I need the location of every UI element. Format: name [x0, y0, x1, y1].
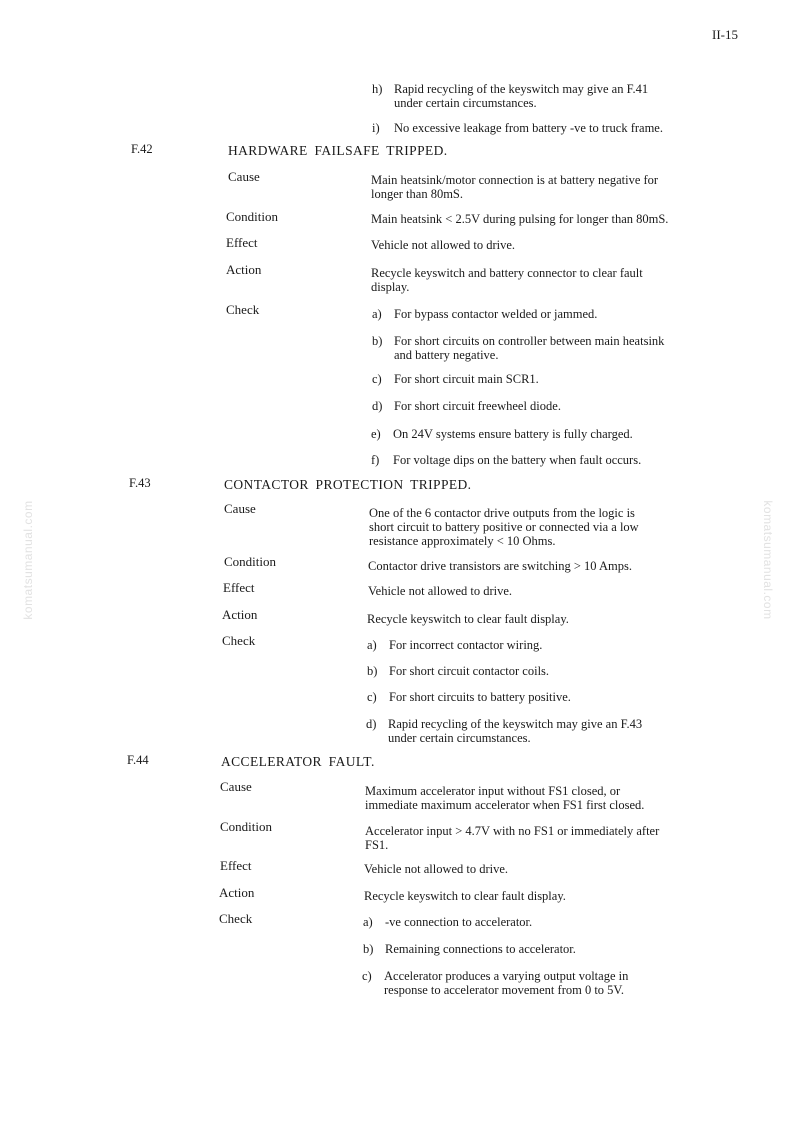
action-text: Recycle keyswitch to clear fault display.: [367, 612, 569, 626]
text-line: One of the 6 contactor drive outputs from the logic is: [369, 506, 635, 520]
action-label: Action: [222, 607, 258, 622]
item-text-line: For short circuit contactor coils.: [389, 664, 550, 678]
check-item: [372, 399, 561, 413]
check-item: [372, 334, 664, 362]
check-item: [366, 717, 642, 745]
watermark-left: komatsumanual.com: [21, 500, 35, 620]
check-item: [371, 453, 641, 467]
text-line: resistance approximately < 10 Ohms.: [369, 534, 556, 548]
item-text-line: and battery negative.: [394, 348, 499, 362]
cause-label: Cause: [224, 501, 256, 516]
item-text-line: Rapid recycling of the keyswitch may give an F.41: [394, 82, 649, 96]
check-label: Check: [219, 911, 253, 926]
item-text-line: Remaining connections to accelerator.: [385, 942, 576, 956]
text-line: Accelerator input > 4.7V with no FS1 or immediately after: [365, 824, 660, 838]
text-line: Maximum accelerator input without FS1 closed, or: [365, 784, 621, 798]
check-item: [367, 690, 571, 704]
item-letter: a): [367, 638, 377, 652]
item-letter: c): [372, 372, 382, 386]
condition-text: Main heatsink < 2.5V during pulsing for longer than 80mS.: [371, 212, 669, 226]
text-line: Recycle keyswitch and battery connector to clear fault: [371, 266, 643, 280]
check-label: Check: [226, 302, 260, 317]
check-item: [372, 372, 539, 386]
item-text-line: Rapid recycling of the keyswitch may give an F.43: [388, 717, 643, 731]
item-letter: c): [362, 969, 372, 983]
item-letter: a): [372, 307, 382, 321]
cause-text: [371, 173, 658, 201]
item-text-line: On 24V systems ensure battery is fully charged.: [393, 427, 633, 441]
item-letter: i): [372, 121, 380, 135]
item-text-line: -ve connection to accelerator.: [385, 915, 533, 929]
text-line: immediate maximum accelerator when FS1 first closed.: [365, 798, 645, 812]
condition-label: Condition: [224, 554, 277, 569]
effect-text: Vehicle not allowed to drive.: [371, 238, 516, 252]
check-item: [363, 942, 576, 956]
watermark-right: komatsumanual.com: [761, 500, 775, 620]
fault-code: F.44: [127, 753, 149, 767]
condition-text: [365, 824, 659, 852]
cause-label: Cause: [220, 779, 252, 794]
item-text-line: response to accelerator movement from 0 to 5V.: [384, 983, 624, 997]
cause-text: [369, 506, 639, 548]
effect-label: Effect: [226, 235, 258, 250]
fault-title: ACCELERATOR FAULT.: [221, 754, 375, 769]
fault-code: F.43: [129, 476, 151, 490]
item-letter: h): [372, 82, 383, 96]
item-letter: e): [371, 427, 381, 441]
check-item: [362, 969, 628, 997]
item-text-line: For short circuits on controller between main heatsink: [394, 334, 665, 348]
action-label: Action: [226, 262, 262, 277]
page-number: II-15: [712, 27, 738, 42]
action-text: [371, 266, 643, 294]
item-letter: d): [366, 717, 377, 731]
effect-text: Vehicle not allowed to drive.: [368, 584, 513, 598]
check-label: Check: [222, 633, 256, 648]
item-text-line: For short circuits to battery positive.: [389, 690, 571, 704]
intro-item-i: [372, 121, 663, 135]
text-line: display.: [371, 280, 410, 294]
item-letter: b): [363, 942, 374, 956]
action-label: Action: [219, 885, 255, 900]
item-letter: a): [363, 915, 373, 929]
check-item: [367, 664, 549, 678]
item-text-line: For incorrect contactor wiring.: [389, 638, 543, 652]
item-text-line: For short circuit main SCR1.: [394, 372, 539, 386]
check-item: [371, 427, 633, 441]
effect-text: Vehicle not allowed to drive.: [364, 862, 509, 876]
condition-text: Contactor drive transistors are switching > 10 Amps.: [368, 559, 632, 573]
item-text-line: For bypass contactor welded or jammed.: [394, 307, 598, 321]
check-item: [363, 915, 532, 929]
item-text-line: Accelerator produces a varying output voltage in: [384, 969, 629, 983]
item-text-line: No excessive leakage from battery -ve to truck frame.: [394, 121, 663, 135]
item-text-line: under certain circumstances.: [394, 96, 537, 110]
action-text: Recycle keyswitch to clear fault display.: [364, 889, 566, 903]
check-item: [367, 638, 542, 652]
fault-title: HARDWARE FAILSAFE TRIPPED.: [228, 143, 448, 158]
item-text-line: For short circuit freewheel diode.: [394, 399, 561, 413]
fault-title: CONTACTOR PROTECTION TRIPPED.: [224, 477, 472, 492]
condition-label: Condition: [226, 209, 279, 224]
cause-text: [365, 784, 644, 812]
effect-label: Effect: [220, 858, 252, 873]
item-letter: c): [367, 690, 377, 704]
text-line: Main heatsink/motor connection is at battery negative for: [371, 173, 659, 187]
text-line: FS1.: [365, 838, 389, 852]
intro-item-h: [372, 82, 648, 110]
item-letter: d): [372, 399, 383, 413]
effect-label: Effect: [223, 580, 255, 595]
item-text-line: under certain circumstances.: [388, 731, 531, 745]
text-line: short circuit to battery positive or connected via a low: [369, 520, 639, 534]
item-letter: b): [367, 664, 378, 678]
item-letter: f): [371, 453, 380, 467]
fault-code: F.42: [131, 142, 153, 156]
item-text-line: For voltage dips on the battery when fault occurs.: [393, 453, 642, 467]
text-line: longer than 80mS.: [371, 187, 464, 201]
item-letter: b): [372, 334, 383, 348]
condition-label: Condition: [220, 819, 273, 834]
check-item: [372, 307, 597, 321]
cause-label: Cause: [228, 169, 260, 184]
